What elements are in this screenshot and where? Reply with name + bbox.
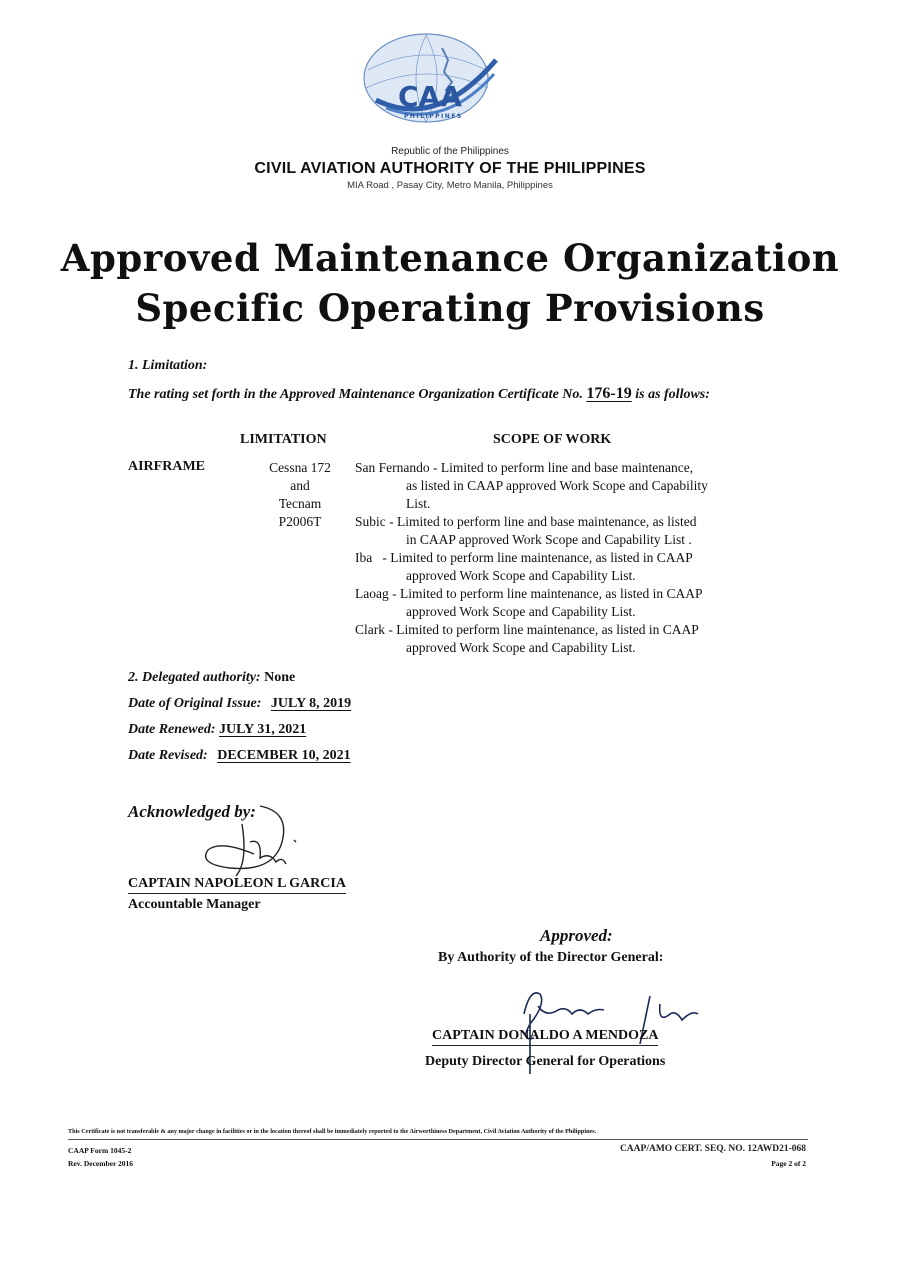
document-title-line1: Approved Maintenance Organization xyxy=(60,236,840,280)
limitation-heading: 1. Limitation: xyxy=(128,358,208,373)
scope-location: Subic - xyxy=(355,514,394,529)
scope-location: San Fernando - xyxy=(355,460,438,475)
acknowledged-label: Acknowledged by: xyxy=(128,802,256,821)
scope-item-san-fernando xyxy=(355,459,765,513)
date-revised xyxy=(128,748,351,764)
scope-text: in CAAP approved Work Scope and Capability List . xyxy=(406,532,692,547)
scope-location: Clark - xyxy=(355,622,393,637)
scope-text: approved Work Scope and Capability List. xyxy=(406,568,636,583)
revised-value: DECEMBER 10, 2021 xyxy=(217,748,351,763)
logo-subtext: PHILIPPINES xyxy=(404,113,463,120)
approved-authority: By Authority of the Director General: xyxy=(438,950,664,965)
scope-item-clark xyxy=(355,621,765,657)
intro-text: The rating set forth in the Approved Maintenance Organization Certificate No. xyxy=(128,387,583,402)
approved-label: Approved: xyxy=(540,926,613,945)
date-renewed xyxy=(128,722,306,738)
renewed-label: Date Renewed: xyxy=(128,722,216,737)
column-header-scope: SCOPE OF WORK xyxy=(493,432,612,447)
approved-name: CAPTAIN DONALDO A MENDOZA xyxy=(432,1028,658,1046)
scope-text: Limited to perform line and base maintenance, as listed xyxy=(397,514,697,529)
acknowledged-signature xyxy=(190,802,330,882)
scope-text: Limited to perform line maintenance, as listed in CAAP xyxy=(399,586,703,601)
acknowledged-name: CAPTAIN NAPOLEON L GARCIA xyxy=(128,876,346,894)
delegated-label: 2. Delegated authority: xyxy=(128,670,261,685)
scope-text: as listed in CAAP approved Work Scope and Capability xyxy=(406,478,708,493)
scope-text: - Limited to perform line maintenance, as listed in CAAP xyxy=(382,550,693,565)
page-number: Page 2 of 2 xyxy=(771,1159,806,1168)
aircraft-list xyxy=(240,459,360,531)
original-value: JULY 8, 2019 xyxy=(270,696,352,711)
caap-globe-emblem xyxy=(346,30,506,135)
certificate-number: 176-19 xyxy=(586,385,632,402)
logo-text: CAA xyxy=(398,80,462,113)
renewed-value: JULY 31, 2021 xyxy=(218,722,307,737)
footer-divider xyxy=(68,1139,808,1140)
original-label: Date of Original Issue: xyxy=(128,696,262,711)
authority-name: CIVIL AVIATION AUTHORITY OF THE PHILIPPINES xyxy=(254,160,646,177)
scope-of-work-list xyxy=(355,459,765,657)
scope-text: Limited to perform line and base maintenance, xyxy=(440,460,694,475)
caap-logo xyxy=(346,30,506,135)
acknowledged-role: Accountable Manager xyxy=(128,897,261,912)
delegated-value: None xyxy=(264,670,296,685)
scope-text: Limited to perform line maintenance, as listed in CAAP xyxy=(396,622,699,637)
republic-line: Republic of the Philippines xyxy=(391,146,509,157)
intro-end: is as follows: xyxy=(635,387,710,402)
limitation-intro xyxy=(128,383,788,406)
aircraft-item: Tecnam xyxy=(278,496,322,511)
scope-item-subic xyxy=(355,513,765,549)
document-title-line2: Specific Operating Provisions xyxy=(135,286,765,330)
scope-text: approved Work Scope and Capability List. xyxy=(406,640,636,655)
revised-label: Date Revised: xyxy=(128,748,208,763)
approved-role: Deputy Director General for Operations xyxy=(425,1054,666,1069)
delegated-authority xyxy=(128,670,295,686)
scope-location: Iba xyxy=(355,550,373,565)
aircraft-item: P2006T xyxy=(278,514,322,529)
aircraft-item: and xyxy=(290,478,310,493)
date-original-issue xyxy=(128,696,351,712)
footer-note: This Certificate is not transferable & any major change in facilities or in the location thereof shall be immediately reported to the Airworthiness Department, Civil Aviation Authority of the Philippines. xyxy=(68,1128,597,1135)
scope-location: Laoag - xyxy=(355,586,397,601)
scope-item-iba xyxy=(355,549,765,585)
form-revision: Rev. December 2016 xyxy=(68,1159,134,1168)
column-header-limitation: LIMITATION xyxy=(240,432,327,447)
scope-text: approved Work Scope and Capability List. xyxy=(406,604,636,619)
authority-address: MIA Road , Pasay City, Metro Manila, Philippines xyxy=(347,180,553,191)
category-airframe: AIRFRAME xyxy=(128,459,205,474)
cert-sequence-number: CAAP/AMO CERT. SEQ. NO. 12AWD21-068 xyxy=(619,1144,806,1154)
scope-item-laoag xyxy=(355,585,765,621)
scope-text: List. xyxy=(406,496,431,511)
form-number: CAAP Form 1045-2 xyxy=(68,1146,132,1155)
aircraft-item: Cessna 172 xyxy=(269,460,331,475)
